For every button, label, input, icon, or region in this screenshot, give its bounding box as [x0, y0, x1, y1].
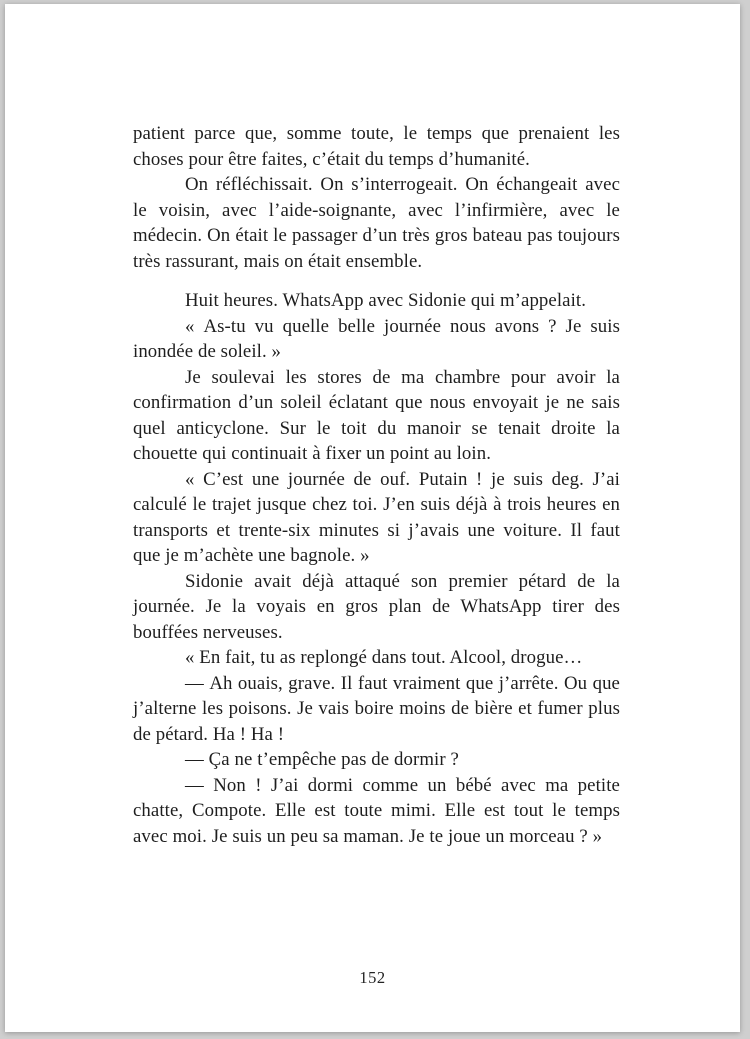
- book-page: [5, 4, 740, 1032]
- page-number: 152: [359, 968, 386, 987]
- paragraph: — Ah ouais, grave. Il faut vraiment que j’arrête. Ou que j’alterne les poisons. Je vais boire moins de bière et fumer plus de pétard. Ha ! Ha !: [133, 672, 620, 745]
- paragraph: Je soulevai les stores de ma chambre pour avoir la confirmation d’un soleil éclatant que nous envoyait je ne sais quel anticyclone. Sur le toit du manoir se tenait droite la chouette qui continuait à fixer un point au loin.: [133, 366, 620, 464]
- paragraph: — Non ! J’ai dormi comme un bébé avec ma petite chatte, Compote. Elle est toute mimi. Elle est tout le temps avec moi. Je suis un peu sa maman. Je te joue un morceau ? »: [133, 774, 620, 847]
- page-text-block: [133, 121, 620, 849]
- paragraph: On réfléchissait. On s’interrogeait. On échangeait avec le voisin, avec l’aide-soignante, avec l’infirmière, avec le médecin. On était le passager d’un très gros bateau pas toujours très rassurant, mais on était ensemble.: [133, 174, 620, 272]
- paragraph: patient parce que, somme toute, le temps que prenaient les choses pour être faites, c’était du temps d’humanité.: [133, 123, 620, 170]
- paragraph: — Ça ne t’empêche pas de dormir ?: [185, 749, 459, 770]
- paragraph: « C’est une journée de ouf. Putain ! je suis deg. J’ai calculé le trajet jusque chez toi. J’en suis déjà à trois heures en transports et trente-six minutes si j’avais une voiture. Il faut que je m’achète une bagnole. »: [133, 468, 620, 566]
- paragraph: Huit heures. WhatsApp avec Sidonie qui m’appelait.: [185, 290, 587, 311]
- paragraph: « As-tu vu quelle belle journée nous avons ? Je suis inondée de soleil. »: [133, 315, 620, 362]
- paragraph: « En fait, tu as replongé dans tout. Alcool, drogue…: [185, 647, 583, 668]
- paragraph: Sidonie avait déjà attaqué son premier pétard de la journée. Je la voyais en gros plan de WhatsApp tirer des bouffées nerveuses.: [133, 570, 620, 643]
